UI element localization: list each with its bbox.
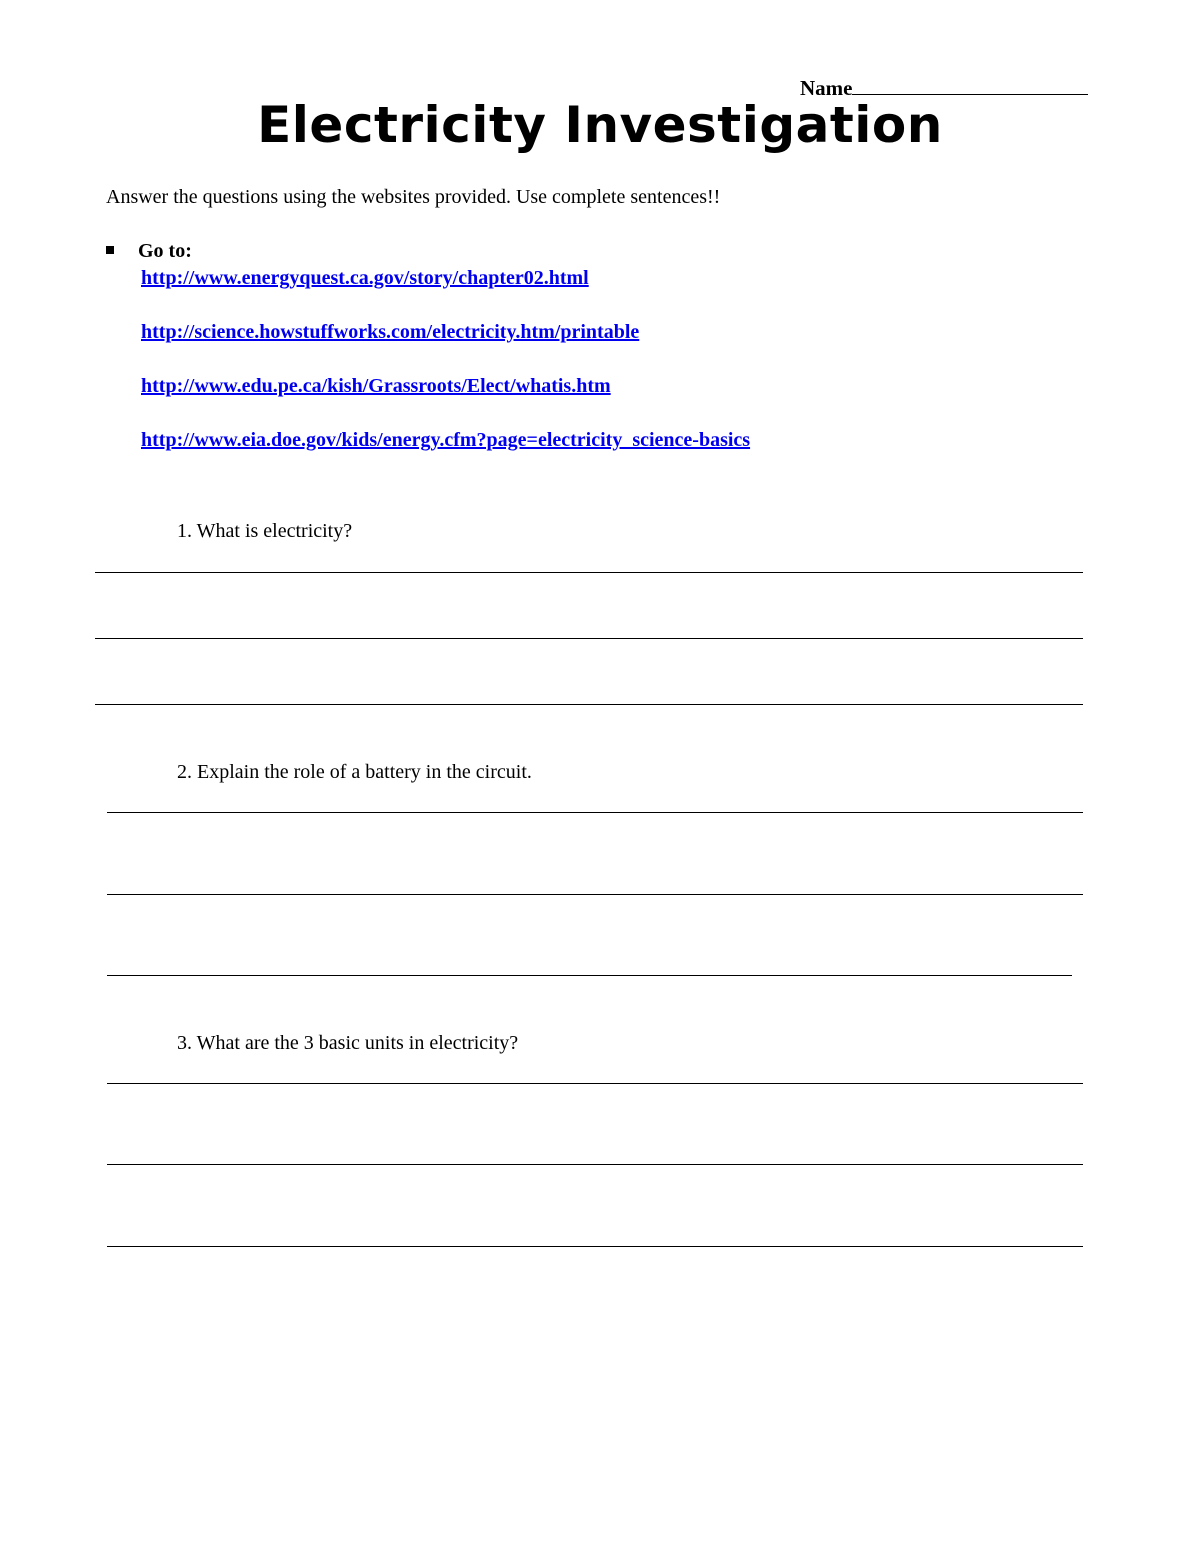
question-number: 2. bbox=[177, 761, 192, 783]
link-energyquest[interactable]: http://www.energyquest.ca.gov/story/chapter02.html bbox=[141, 267, 589, 289]
answer-line[interactable] bbox=[107, 1164, 1083, 1165]
question-number: 1. bbox=[177, 520, 192, 542]
question-text: What is electricity? bbox=[196, 520, 353, 542]
question-number: 3. bbox=[177, 1032, 192, 1054]
answer-line[interactable] bbox=[95, 704, 1083, 705]
answer-line[interactable] bbox=[107, 1083, 1083, 1084]
goto-label: Go to: bbox=[138, 240, 192, 262]
question-text: Explain the role of a battery in the circuit. bbox=[197, 761, 532, 783]
question-3 bbox=[177, 1032, 518, 1055]
link-eia-doe[interactable]: http://www.eia.doe.gov/kids/energy.cfm?page=electricity_science-basics bbox=[141, 429, 751, 451]
answer-line[interactable] bbox=[95, 638, 1083, 639]
answer-line[interactable] bbox=[107, 975, 1072, 976]
square-bullet-icon bbox=[106, 246, 114, 254]
page-title: Electricity Investigation bbox=[257, 96, 943, 154]
goto-heading bbox=[106, 240, 192, 263]
answer-line[interactable] bbox=[107, 812, 1083, 813]
instructions-text: Answer the questions using the websites provided. Use complete sentences!! bbox=[106, 186, 721, 208]
answer-line[interactable] bbox=[107, 1246, 1083, 1247]
question-2 bbox=[177, 761, 532, 784]
name-blank[interactable] bbox=[852, 74, 1088, 95]
name-label: Name bbox=[800, 76, 853, 100]
answer-line[interactable] bbox=[107, 894, 1083, 895]
question-1 bbox=[177, 520, 352, 543]
link-edu-pe-ca[interactable]: http://www.edu.pe.ca/kish/Grassroots/Elect/whatis.htm bbox=[141, 375, 611, 397]
answer-line[interactable] bbox=[95, 572, 1083, 573]
question-text: What are the 3 basic units in electricity? bbox=[196, 1032, 519, 1054]
link-howstuffworks[interactable]: http://science.howstuffworks.com/electricity.htm/printable bbox=[141, 321, 640, 343]
